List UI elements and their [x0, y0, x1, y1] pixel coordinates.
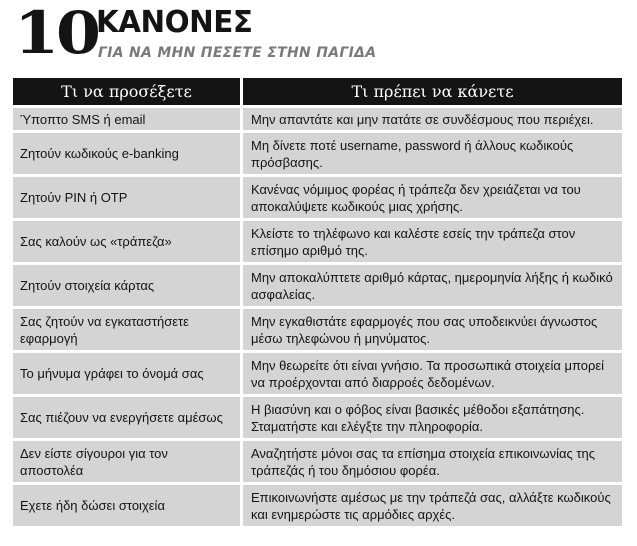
watch-cell: Ζητούν κωδικούς e-banking — [13, 130, 243, 174]
watch-cell: Σας ζητούν να εγκαταστήσετε εφαρμογή — [13, 306, 243, 350]
page-title: ΚΑΝΟΝΕΣ — [96, 5, 253, 40]
watch-cell: Δεν είστε σίγουροι για τον αποστολέα — [13, 438, 243, 482]
table-row — [13, 350, 622, 394]
rules-table-container — [13, 78, 622, 526]
action-cell: Μην εγκαθιστάτε εφαρμογές που σας υποδεικνύει άγνωστος μέσω τηλεφώνου ή μηνύματος. — [243, 306, 622, 350]
action-cell: Η βιασύνη και ο φόβος είναι βασικές μέθοδοι εξαπάτησης. Σταματήστε και ελέγξτε την πληροφορία. — [243, 394, 622, 438]
action-cell: Κανένας νόμιμος φορέας ή τράπεζα δεν χρειάζεται να του αποκαλύψετε κωδικούς μιας χρήσης. — [243, 174, 622, 218]
table-row — [13, 482, 622, 526]
column-header-do: Τι πρέπει να κάνετε — [243, 78, 622, 105]
action-cell: Επικοινωνήστε αμέσως με την τράπεζά σας, αλλάξτε κωδικούς και ενημερώστε τις αρμόδιες αρχές. — [243, 482, 622, 526]
action-cell: Κλείστε το τηλέφωνο και καλέστε εσείς την τράπεζα στον επίσημο αριθμό της. — [243, 218, 622, 262]
table-row — [13, 174, 622, 218]
header — [14, 0, 624, 70]
table-row — [13, 130, 622, 174]
big-number: 10 — [14, 0, 98, 67]
page-subtitle: ΓΙΑ ΝΑ ΜΗΝ ΠΕΣΕΤΕ ΣΤΗΝ ΠΑΓΙΔΑ — [98, 45, 377, 61]
table-row — [13, 394, 622, 438]
table-row — [13, 105, 622, 130]
action-cell: Μην θεωρείτε ότι είναι γνήσιο. Τα προσωπικά στοιχεία μπορεί να προέρχονται από διαρροές δεδομένων. — [243, 350, 622, 394]
action-cell: Μην αποκαλύπτετε αριθμό κάρτας, ημερομηνία λήξης ή κωδικό ασφαλείας. — [243, 262, 622, 306]
table-row — [13, 438, 622, 482]
table-row — [13, 262, 622, 306]
watch-cell: Ζητούν PIN ή OTP — [13, 174, 243, 218]
action-cell: Μην απαντάτε και μην πατάτε σε συνδέσμους που περιέχει. — [243, 105, 622, 130]
rules-table — [13, 78, 622, 526]
table-row — [13, 218, 622, 262]
watch-cell: Το μήνυμα γράφει το όνομά σας — [13, 350, 243, 394]
table-header-row — [13, 78, 622, 105]
watch-cell: Σας πιέζουν να ενεργήσετε αμέσως — [13, 394, 243, 438]
watch-cell: Εχετε ήδη δώσει στοιχεία — [13, 482, 243, 526]
action-cell: Μη δίνετε ποτέ username, password ή άλλους κωδικούς πρόσβασης. — [243, 130, 622, 174]
watch-cell: Σας καλούν ως «τράπεζα» — [13, 218, 243, 262]
table-row — [13, 306, 622, 350]
column-header-watch: Τι να προσέξετε — [13, 78, 243, 105]
watch-cell: Ύποπτο SMS ή email — [13, 105, 243, 130]
watch-cell: Ζητούν στοιχεία κάρτας — [13, 262, 243, 306]
action-cell: Αναζητήστε μόνοι σας τα επίσημα στοιχεία επικοινωνίας της τράπεζάς ή του δημόσιου φορέα. — [243, 438, 622, 482]
